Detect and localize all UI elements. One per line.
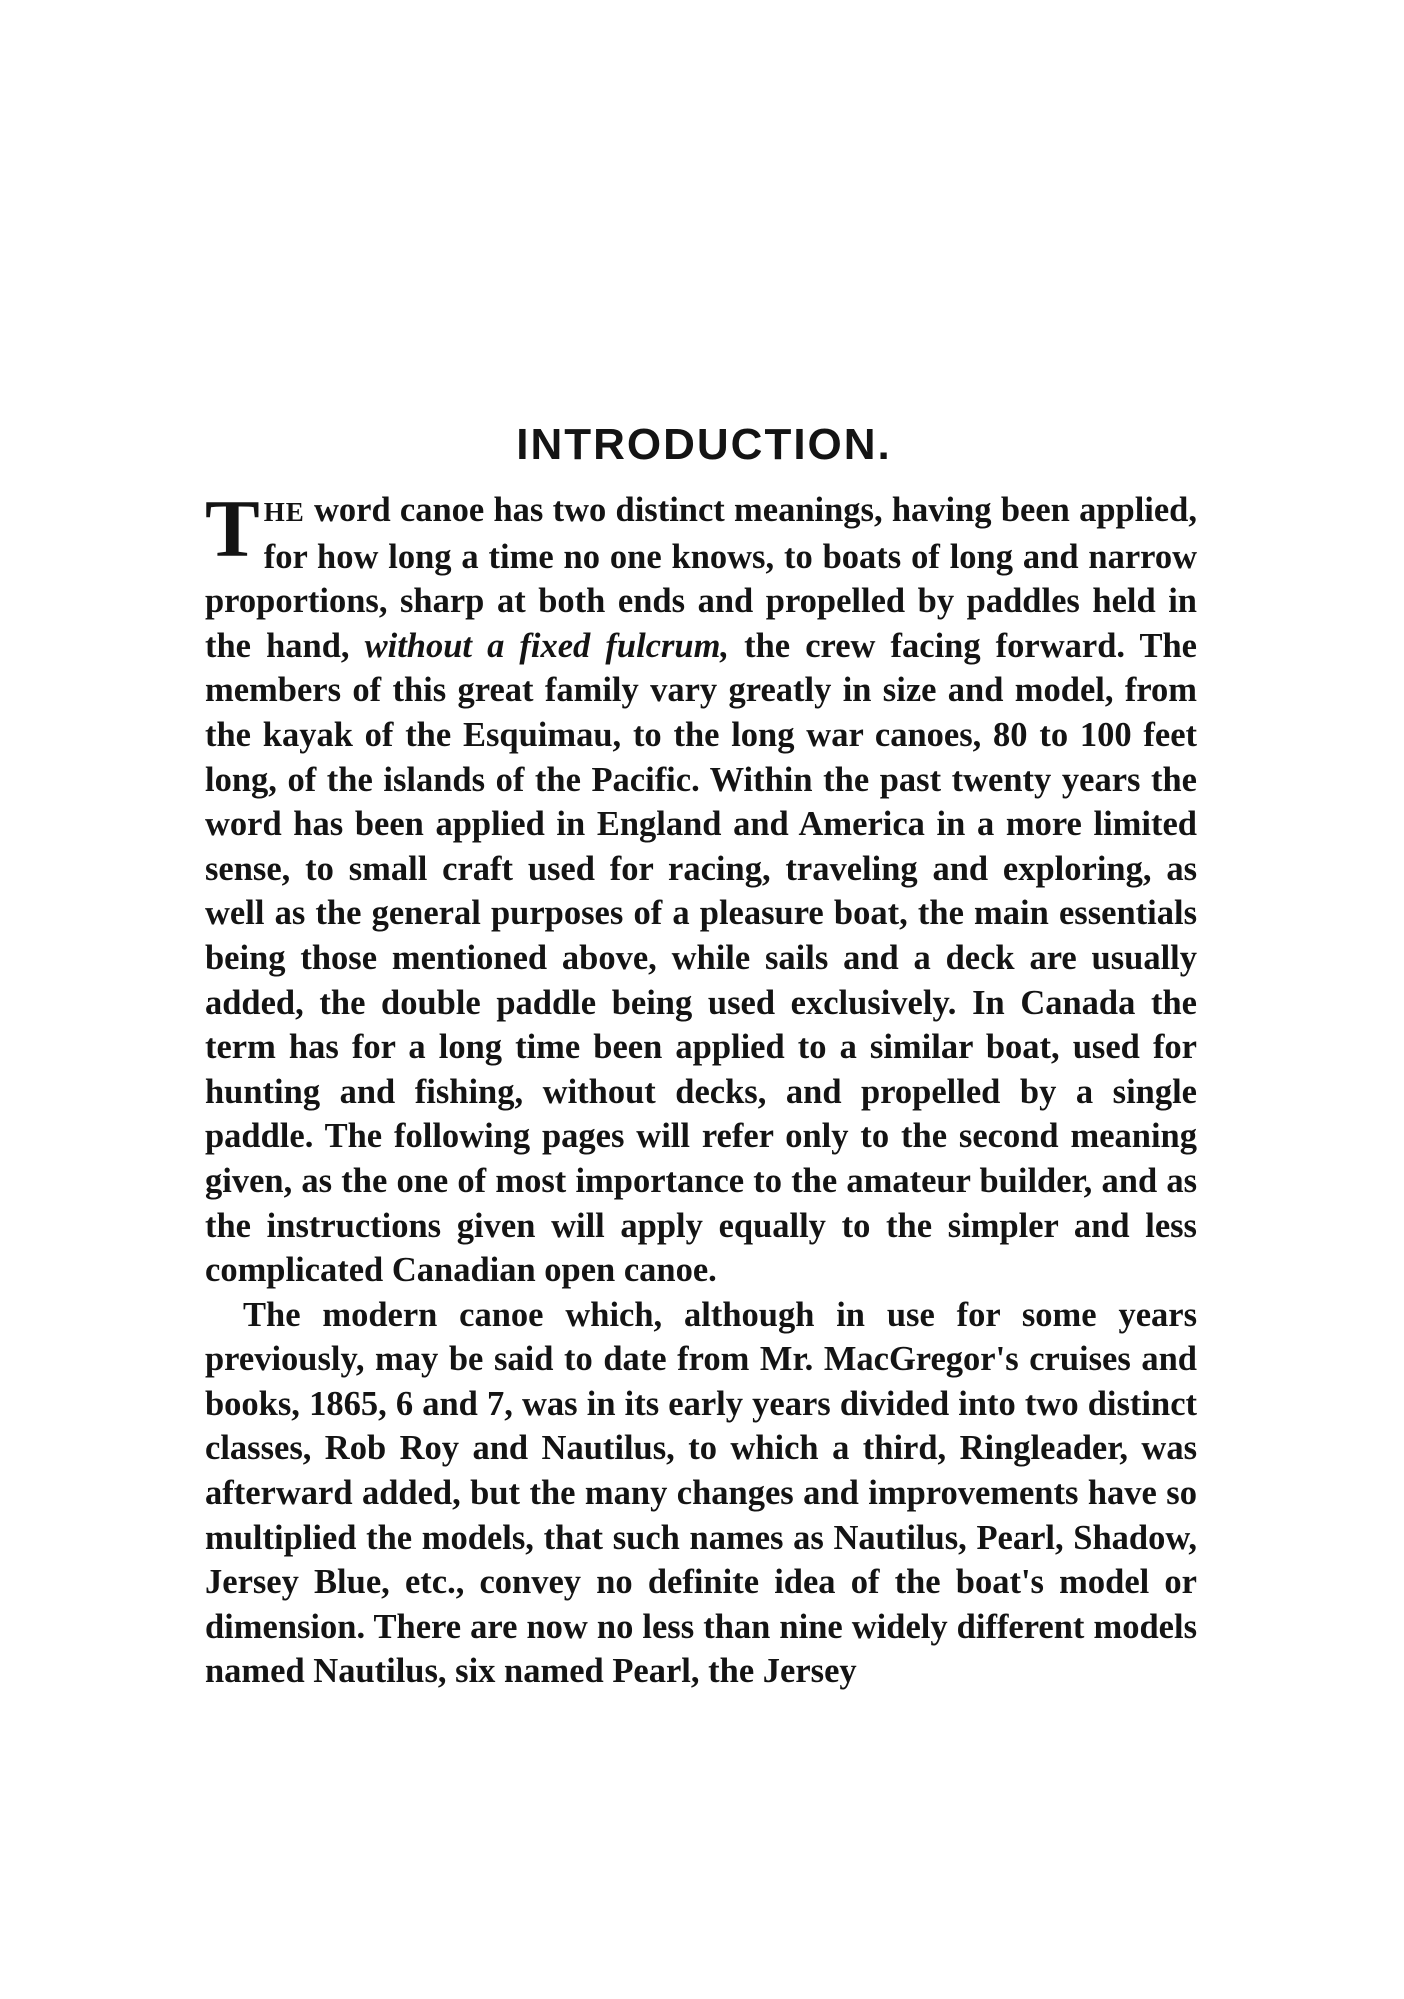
paragraph-1	[205, 483, 1197, 1293]
paragraph-2: The modern canoe which, although in use for some years previously, may be said to date from Mr. MacGregor's cruises and books, 1865, 6 and 7, was in its early years divided into two distinct classes, Rob Roy and Nautilus, to which a third, Ringleader, was afterward added, but the many changes and improvements have so multiplied the models, that such names as Nautilus, Pearl, Shadow, Jersey Blue, etc., convey no definite idea of the boat's model or dimension. There are now no less than nine widely different models named Nautilus, six named Pearl, the Jersey	[205, 1295, 1197, 1691]
drop-cap: T	[205, 483, 260, 574]
page-body	[205, 420, 1197, 1694]
paragraph-1-emphasis: without a fixed fulcrum,	[364, 626, 730, 665]
paragraph-1-text-a: word canoe has two distinct meanings, having been applied, for how long a time no one knows, to boats of long and narrow proportions, sharp at both ends and propelled by paddles held in the hand,	[205, 491, 1197, 665]
paragraph-1-text-b: the crew facing forward. The members of this great family vary greatly in size and model, from the kayak of the Esquimau, to the long war canoes, 80 to 100 feet long, of the islands of the Pacific. Within the past twenty years the word has been applied in England and America in a more limited sense, to small craft used for racing, traveling and exploring, as well as the general purposes of a pleasure boat, the main essentials being those mentioned above, while sails and a deck are usually added, the double paddle being used exclusively. In Canada the term has for a long time been applied to a similar boat, used for hunting and fishing, without decks, and propelled by a single paddle. The following pages will refer only to the second meaning given, as the one of most importance to the amateur builder, and as the instructions given will apply equally to the simpler and less complicated Canadian open canoe.	[205, 626, 1197, 1290]
page-title: INTRODUCTION.	[516, 420, 892, 469]
drop-cap-continuation: HE	[263, 497, 305, 527]
